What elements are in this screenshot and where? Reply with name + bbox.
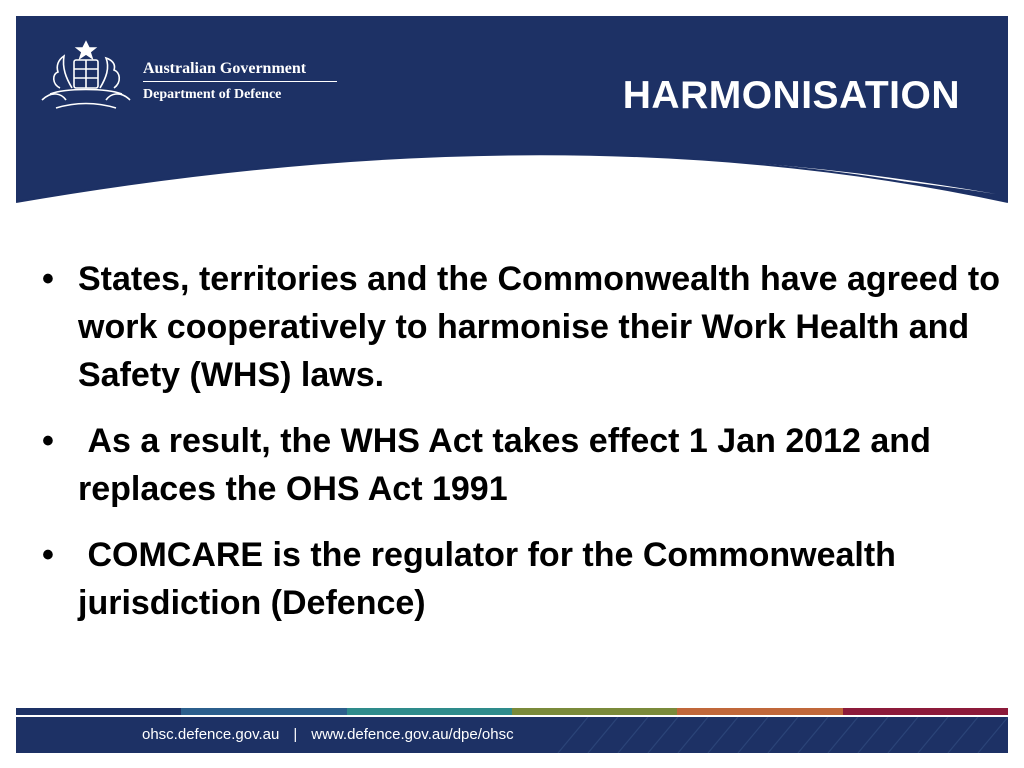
slide-title: HARMONISATION	[622, 74, 960, 117]
stripe-segment	[181, 708, 346, 715]
government-name: Australian Government	[143, 60, 307, 77]
bullet-item	[30, 255, 1010, 399]
bullet-item	[30, 531, 1005, 627]
header-banner	[16, 16, 1008, 216]
bullet-icon: •	[42, 260, 54, 298]
bullet-text: As a result, the WHS Act takes effect 1 Jan 2012 and replaces the OHS Act 1991	[78, 422, 941, 508]
stripe-segment	[347, 708, 512, 715]
bullet-icon: •	[42, 536, 54, 574]
bullet-text: COMCARE is the regulator for the Commonwealth jurisdiction (Defence)	[78, 536, 906, 622]
stripe-segment	[16, 708, 181, 715]
coat-of-arms-icon	[36, 38, 136, 114]
stripe-segment	[677, 708, 842, 715]
footer-bar	[16, 717, 1008, 753]
bullet-text: States, territories and the Commonwealth have agreed to work cooperatively to harmonise their Work Health and Safety (WHS) laws.	[78, 260, 1010, 394]
footer-separator: |	[293, 726, 298, 743]
footer-color-stripe	[16, 708, 1008, 715]
branding-divider	[143, 81, 337, 82]
bullet-icon: •	[42, 422, 54, 460]
stripe-segment	[512, 708, 677, 715]
department-name: Department of Defence	[143, 87, 282, 102]
footer-link-ohsc[interactable]: ohsc.defence.gov.au	[142, 726, 280, 743]
bullet-list	[30, 255, 1010, 645]
footer-pattern	[548, 717, 1008, 753]
bullet-item	[30, 417, 1005, 513]
footer-links	[142, 726, 514, 744]
footer-link-defence[interactable]: www.defence.gov.au/dpe/ohsc	[311, 726, 514, 743]
stripe-segment	[843, 708, 1008, 715]
government-branding	[143, 59, 337, 104]
